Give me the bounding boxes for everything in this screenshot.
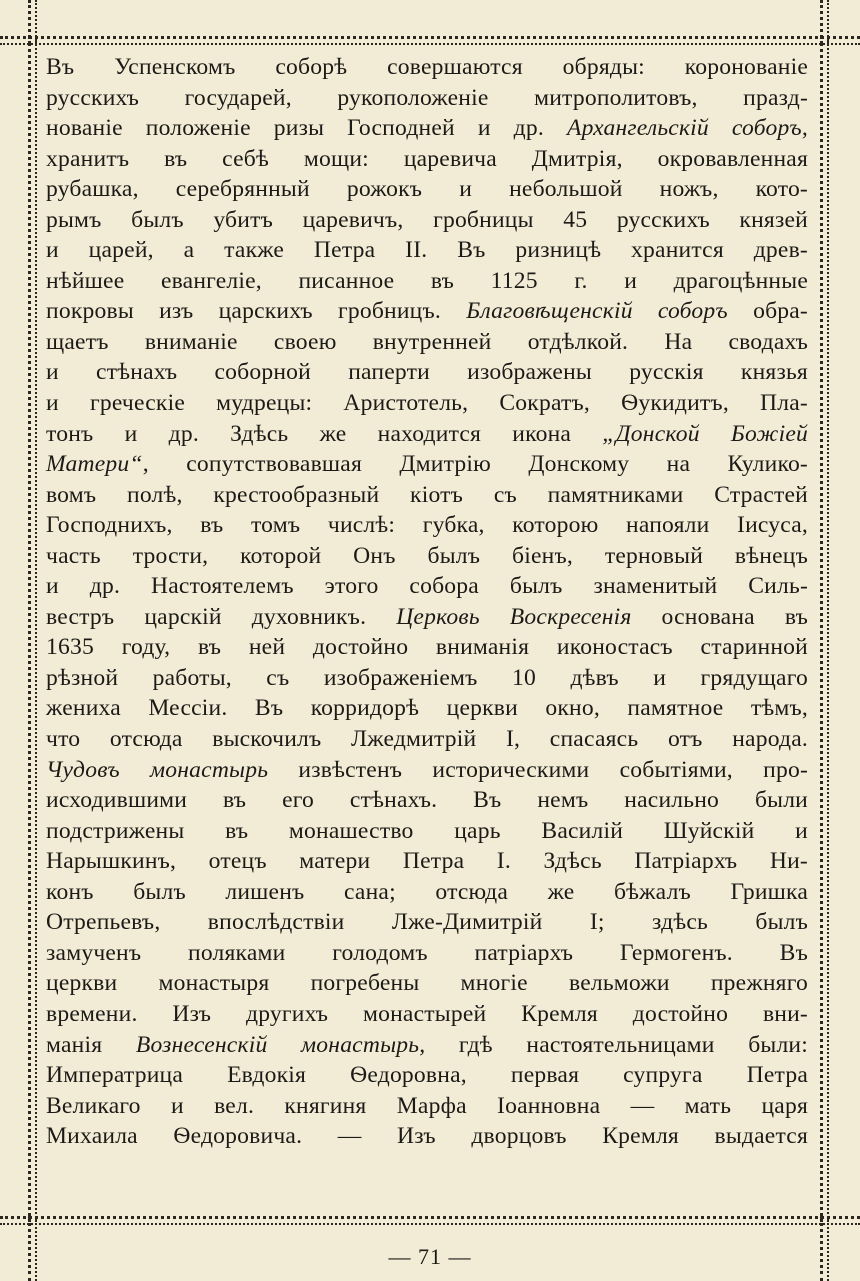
text-line — [46, 1121, 808, 1152]
text-run: подстрижены въ монашество царь Василій Шуйскій и — [46, 817, 808, 844]
text-line — [46, 968, 808, 999]
text-run: нованіе положеніе ризы Господней и др. — [46, 115, 567, 142]
text-run: что отсюда выскочилъ Лжедмитрій I, спасаясь отъ народа. — [46, 726, 808, 753]
text-run: жениха Мессіи. Въ корридорѣ церкви окно, памятное тѣмъ, — [46, 695, 808, 722]
text-line — [46, 938, 808, 969]
text-line — [46, 541, 808, 572]
text-line — [46, 632, 808, 663]
text-run: русскихъ государей, рукоположеніе митрополитовъ, празд- — [46, 84, 808, 111]
border-bottom — [0, 1216, 860, 1219]
text-run: тонъ и др. Здѣсь же находится икона — [46, 420, 603, 447]
text-line — [46, 571, 808, 602]
text-run: извѣстенъ историческими событіями, про- — [268, 756, 809, 783]
text-line — [46, 999, 808, 1030]
text-run: вестръ царскій духовникъ. — [46, 603, 397, 630]
text-run: рымъ былъ убитъ царевичъ, гробницы 45 русскихъ князей — [46, 206, 808, 233]
text-line — [46, 1030, 808, 1061]
text-run: вомъ полѣ, крестообразный кіотъ съ памятниками Страстей — [46, 481, 808, 508]
text-line — [46, 83, 808, 114]
text-run: рубашка, серебрянный рожокъ и небольшой ножъ, кото- — [46, 176, 808, 203]
text-line — [46, 724, 808, 755]
text-run: нѣйшее евангеліе, писанное въ 1125 г. и драгоцѣнные — [46, 267, 808, 294]
text-run: Нарышкинъ, отецъ матери Петра I. Здѣсь Патріархъ Ни- — [46, 848, 808, 875]
text-line — [46, 296, 808, 327]
text-run: щаетъ вниманіе своею внутренней отдѣлкой. На сводахъ — [46, 328, 808, 355]
text-run: и др. Настоятелемъ этого собора былъ знаменитый Силь- — [46, 573, 808, 600]
text-run: манія — [46, 1031, 136, 1058]
text-run: рѣзной работы, съ изображеніемъ 10 дѣвъ и грядущаго — [46, 664, 808, 691]
text-line — [46, 174, 808, 205]
text-line — [46, 693, 808, 724]
text-line — [46, 388, 808, 419]
text-run: основана въ — [631, 603, 808, 630]
text-run: хранитъ въ себѣ мощи: царевича Дмитрія, окровавленная — [46, 145, 808, 172]
text-run: покровы изъ царскихъ гробницъ. — [46, 298, 467, 325]
text-run: часть трости, которой Онъ былъ біенъ, терновый вѣнецъ — [46, 542, 808, 569]
text-run: замученъ поляками голодомъ патріархъ Гермогенъ. Въ — [46, 939, 808, 966]
italic-heading: Чудовъ монастырь — [46, 756, 269, 783]
text-line — [46, 205, 808, 236]
text-line — [46, 357, 808, 388]
text-line — [46, 1060, 808, 1091]
text-run: обра- — [727, 298, 808, 325]
border-right — [820, 36, 823, 1222]
text-line — [46, 907, 808, 938]
text-line — [46, 52, 808, 83]
text-line — [46, 449, 808, 480]
text-run: и царей, а также Петра II. Въ ризницѣ хранится древ- — [46, 237, 808, 264]
text-run: Въ Успенскомъ соборѣ совершаются обряды: коронованіе — [46, 54, 808, 80]
text-line — [46, 816, 808, 847]
italic-heading: „Донской Божіей — [602, 420, 808, 447]
text-run: и греческіе мудрецы: Аристотель, Сократъ, Ѳукидитъ, Пла- — [46, 390, 808, 417]
text-line — [46, 327, 808, 358]
border-left — [28, 36, 31, 1222]
text-run: исходившими въ его стѣнахъ. Въ немъ насильно были — [46, 787, 808, 814]
text-run: и стѣнахъ соборной паперти изображены русскія князья — [46, 359, 808, 386]
text-line — [46, 663, 808, 694]
text-line — [46, 419, 808, 450]
body-text — [46, 52, 808, 1152]
text-run: 1635 году, въ ней достойно вниманія иконостасъ старинной — [46, 634, 808, 661]
border-top — [0, 36, 860, 39]
text-line — [46, 785, 808, 816]
text-line — [46, 602, 808, 633]
text-run: Великаго и вел. княгиня Марфа Іоанновна — мать царя — [46, 1092, 808, 1119]
text-run: церкви монастыря погребены многіе вельможи прежняго — [46, 970, 808, 997]
text-line — [46, 235, 808, 266]
text-run: Императрица Евдокія Ѳедоровна, первая супруга Петра — [46, 1062, 808, 1089]
text-line — [46, 755, 808, 786]
text-run: времени. Изъ другихъ монастырей Кремля достойно вни- — [46, 1000, 808, 1027]
text-line — [46, 510, 808, 541]
text-run: Михаила Ѳедоровича. — Изъ дворцовъ Кремля выдается — [46, 1123, 808, 1150]
text-line — [46, 480, 808, 511]
italic-heading: Архангельскій соборъ, — [566, 115, 808, 142]
text-run: Господнихъ, въ томъ числѣ: губка, которою напояли Іисуса, — [46, 512, 808, 539]
page-number: — 71 — — [388, 1244, 472, 1269]
italic-heading: Вознесенскій монастырь, — [135, 1031, 426, 1058]
text-line — [46, 113, 808, 144]
text-line — [46, 266, 808, 297]
text-run: гдѣ настоятельницами были: — [425, 1031, 809, 1058]
italic-heading: Церковь Воскресенія — [396, 603, 632, 630]
text-line — [46, 846, 808, 877]
text-line — [46, 144, 808, 175]
text-run: конъ былъ лишенъ сана; отсюда же бѣжалъ Гришка — [46, 878, 808, 905]
text-line — [46, 1091, 808, 1122]
text-run: , сопутствовавшая Дмитрію Донскому на Кулико- — [142, 451, 808, 478]
italic-heading: Благовѣщенскій соборъ — [466, 298, 728, 325]
text-run: Отрепьевъ, впослѣдствіи Лже-Димитрій I; здѣсь былъ — [46, 909, 808, 936]
text-line — [46, 877, 808, 908]
italic-heading: Матери“ — [46, 451, 143, 478]
